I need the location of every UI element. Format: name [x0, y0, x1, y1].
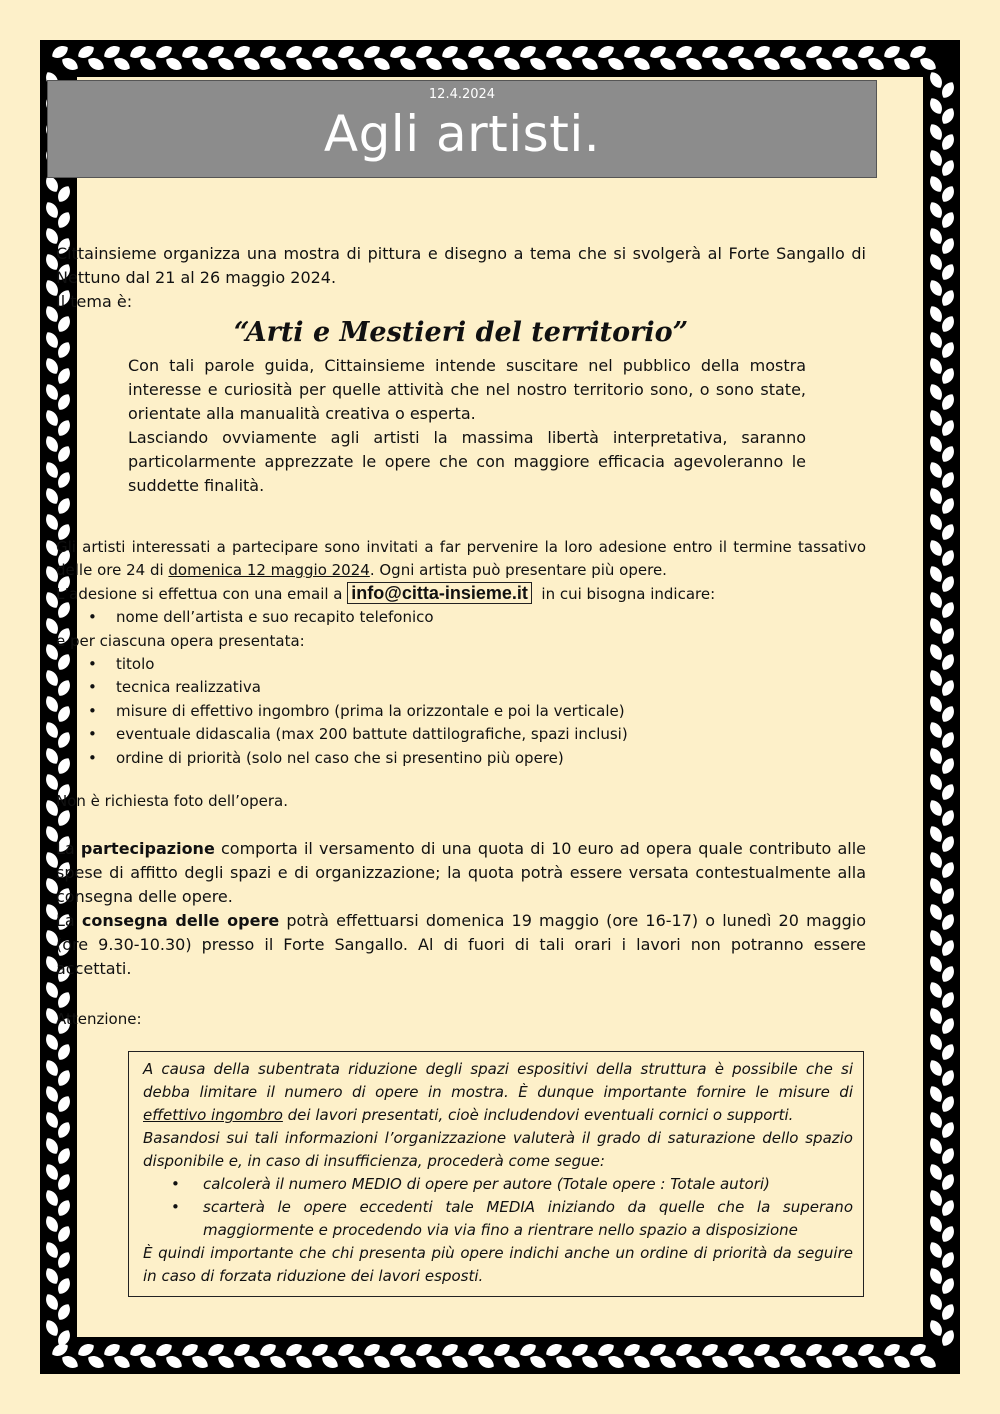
leaf-icon	[320, 55, 341, 73]
leaf-icon	[138, 1353, 159, 1371]
delivery-text	[56, 909, 866, 981]
header-banner	[47, 80, 877, 178]
leaf-icon	[918, 1353, 939, 1371]
leaf-icon	[43, 512, 61, 533]
participation-section	[56, 837, 866, 981]
leaf-icon	[927, 980, 945, 1001]
leaf-icon	[502, 55, 523, 73]
guide-paragraph-1: Con tali parole guida, Cittainsieme intende suscitare nel pubblico della mostra interesse e curiosità per quelle attività che nel nostro territorio sono, o sono state, orientate alla manualità creativa o esperta.	[128, 356, 806, 423]
adhesion-text-b: . Ogni artista può presentare più opere.	[369, 561, 667, 579]
leaf-icon	[580, 1353, 601, 1371]
email-line	[56, 582, 866, 606]
leaf-icon	[43, 1240, 61, 1261]
leaf-icon	[43, 1162, 61, 1183]
leaf-icon	[927, 1136, 945, 1157]
leaf-icon	[580, 55, 601, 73]
leaf-icon	[927, 1032, 945, 1053]
leaf-icon	[86, 1353, 107, 1371]
bullet-icon: •	[88, 678, 97, 696]
leaf-icon	[294, 55, 315, 73]
leaf-icon	[927, 460, 945, 481]
leaf-icon	[927, 1266, 945, 1287]
leaf-icon	[927, 1058, 945, 1079]
leaf-icon	[43, 1058, 61, 1079]
leaf-icon	[927, 174, 945, 195]
leaf-icon	[736, 55, 757, 73]
guide-paragraph-2: Lasciando ovviamente agli artisti la massima libertà interpretativa, saranno particolarmente apprezzate le opere che con maggiore efficacia agevoleranno le suddette finalità.	[128, 428, 806, 495]
leaf-icon	[927, 1318, 945, 1339]
leaf-icon	[43, 1266, 61, 1287]
leaf-icon	[112, 55, 133, 73]
leaf-icon	[43, 1084, 61, 1105]
leaf-icon	[927, 1188, 945, 1209]
leaf-icon	[43, 1110, 61, 1131]
leaf-icon	[927, 1214, 945, 1235]
leaf-icon	[450, 1353, 471, 1371]
leaf-icon	[927, 434, 945, 455]
list-item	[143, 1196, 853, 1242]
leaf-icon	[927, 746, 945, 767]
attention-box	[128, 1051, 864, 1297]
leaf-icon	[892, 55, 913, 73]
artist-list	[56, 606, 866, 630]
leaf-icon	[927, 330, 945, 351]
note-p1-underline: effettivo ingombro	[143, 1106, 283, 1124]
list-item	[56, 676, 866, 700]
leaf-icon	[840, 55, 861, 73]
bullet-icon: •	[88, 701, 97, 720]
leaf-icon	[60, 1353, 81, 1371]
intro-text: Cittainsieme organizza una mostra di pittura e disegno a tema che si svolgerà al Forte Sangallo di Nettuno dal 21 al 26 maggio 2024.	[56, 244, 866, 287]
leaf-icon	[814, 55, 835, 73]
leaf-icon	[476, 55, 497, 73]
leaf-icon	[866, 55, 887, 73]
leaf-icon	[346, 55, 367, 73]
leaf-icon	[528, 55, 549, 73]
leaf-icon	[710, 1353, 731, 1371]
note-paragraph-3: È quindi importante che chi presenta più opere indichi anche un ordine di priorità da seguire in caso di forzata riduzione dei lavori esposti.	[143, 1244, 853, 1285]
attention-label: Attenzione:	[56, 1010, 142, 1028]
leaf-icon	[927, 616, 945, 637]
leaf-icon	[927, 824, 945, 845]
list-item-text: nome dell’artista e suo recapito telefonico	[116, 608, 434, 626]
leaf-icon	[736, 1353, 757, 1371]
leaf-icon	[268, 1353, 289, 1371]
leaf-icon	[43, 200, 61, 221]
leaf-icon	[927, 226, 945, 247]
list-item-text: eventuale didascalia (max 200 battute dattilografiche, spazi inclusi)	[116, 725, 628, 743]
leaf-icon	[927, 1006, 945, 1027]
leaf-icon	[927, 148, 945, 169]
bullet-icon: •	[88, 608, 97, 626]
intro-section	[56, 242, 866, 498]
leaf-icon	[450, 55, 471, 73]
leaf-icon	[927, 382, 945, 403]
leaf-icon	[86, 55, 107, 73]
leaf-icon	[788, 55, 809, 73]
leaf-icon	[814, 1353, 835, 1371]
leaf-icon	[43, 1136, 61, 1157]
list-item-text: scarterà le opere eccedenti tale MEDIA iniziando da quelle che la superano maggiormente e procedendo via via fino a rientrare nello spazio a disposizione	[203, 1198, 853, 1239]
header-date: 12.4.2024	[428, 87, 496, 102]
participation-pre: La	[56, 839, 81, 858]
leaf-icon	[164, 55, 185, 73]
delivery-pre: La	[56, 911, 82, 930]
note-list	[143, 1173, 853, 1242]
list-item	[56, 747, 866, 771]
leaf-icon	[710, 55, 731, 73]
note-p1-b: dei lavori presentati, cioè includendovi eventuali cornici o supporti.	[282, 1106, 794, 1124]
delivery-body: potrà effettuarsi domenica 19 maggio (ore 16-17) o lunedì 20 maggio (ore 9.30-10.30) presso il Forte Sangallo. Al di fuori di tali orari i lavori non potranno essere accettati.	[56, 911, 867, 978]
list-item	[56, 606, 866, 630]
delivery-bold: consegna delle opere	[81, 911, 280, 930]
leaf-icon	[606, 1353, 627, 1371]
leaf-icon	[927, 954, 945, 975]
leaf-icon	[112, 1353, 133, 1371]
leaf-icon	[216, 55, 237, 73]
theme-title: “Arti e Mestieri del territorio”	[233, 317, 689, 348]
leaf-icon	[927, 356, 945, 377]
bullet-icon: •	[171, 1198, 180, 1216]
leaf-icon	[927, 1240, 945, 1261]
deadline: domenica 12 maggio 2024	[168, 561, 370, 579]
leaf-icon	[658, 55, 679, 73]
leaf-icon	[892, 1353, 913, 1371]
leaf-icon	[398, 1353, 419, 1371]
note-paragraph-1	[143, 1058, 853, 1127]
leaf-icon	[554, 55, 575, 73]
page-title: Agli artisti.	[323, 105, 601, 163]
adhesion-text	[56, 536, 866, 582]
leaf-icon	[927, 668, 945, 689]
leaf-icon	[927, 590, 945, 611]
leaf-icon	[632, 1353, 653, 1371]
leaf-icon	[918, 55, 939, 73]
leaf-icon	[927, 564, 945, 585]
bullet-icon: •	[88, 725, 97, 743]
leaf-icon	[866, 1353, 887, 1371]
leaf-icon	[476, 1353, 497, 1371]
work-list	[56, 653, 866, 771]
leaf-icon	[927, 408, 945, 429]
leaf-icon	[927, 928, 945, 949]
bullet-icon: •	[88, 748, 97, 767]
participation-body: comporta il versamento di una quota di 10 euro ad opera quale contributo alle spese di affitto degli spazi e di organizzazione; la quota potrà essere versata contestualmente alla consegna delle opere.	[56, 839, 866, 906]
no-photo-note	[56, 790, 866, 813]
leaf-icon	[502, 1353, 523, 1371]
attention-label-wrap	[56, 1008, 866, 1031]
participation-bold: partecipazione	[80, 839, 215, 858]
email-pre: L’adesione si effettua con una email a	[56, 585, 348, 603]
leaf-icon	[632, 55, 653, 73]
leaf-icon	[684, 1353, 705, 1371]
note-p1-a: A causa della subentrata riduzione degli spazi espositivi della struttura è possibile che si debba limitare il numero di opere in mostra. È dunque importante fornire le misure di	[143, 1060, 853, 1101]
leaf-icon	[840, 1353, 861, 1371]
leaf-icon	[43, 1188, 61, 1209]
email-link[interactable]: info@citta-insieme.it	[347, 582, 532, 604]
leaf-icon	[927, 720, 945, 741]
leaf-icon	[424, 55, 445, 73]
list-item	[56, 723, 866, 747]
leaf-icon	[658, 1353, 679, 1371]
leaf-icon	[346, 1353, 367, 1371]
list-item	[56, 700, 866, 724]
leaf-icon	[528, 1353, 549, 1371]
leaf-icon	[927, 1292, 945, 1313]
leaf-icon	[268, 55, 289, 73]
list-item-text: misure di effettivo ingombro (prima la orizzontale e poi la verticale)	[116, 701, 625, 720]
bullet-icon: •	[171, 1175, 180, 1193]
leaf-icon	[927, 538, 945, 559]
leaf-icon	[927, 876, 945, 897]
leaf-icon	[242, 55, 263, 73]
participation-text	[56, 837, 866, 909]
per-work-label: e per ciascuna opera presentata:	[56, 631, 305, 650]
leaf-icon	[927, 850, 945, 871]
adhesion-section	[56, 536, 866, 770]
list-item	[56, 653, 866, 677]
leaf-icon	[242, 1353, 263, 1371]
no-photo-text: Non è richiesta foto dell’opera.	[56, 792, 289, 810]
leaf-icon	[554, 1353, 575, 1371]
leaf-icon	[684, 55, 705, 73]
leaf-icon	[372, 1353, 393, 1371]
leaf-icon	[927, 70, 945, 91]
leaf-icon	[927, 694, 945, 715]
leaf-icon	[190, 55, 211, 73]
leaf-icon	[788, 1353, 809, 1371]
leaf-icon	[762, 1353, 783, 1371]
list-item-text: ordine di priorità (solo nel caso che si presentino più opere)	[116, 748, 564, 767]
leaf-icon	[43, 1318, 61, 1339]
leaf-icon	[927, 1084, 945, 1105]
note-paragraph-2: Basandosi sui tali informazioni l’organizzazione valuterà il grado di saturazione dello spazio disponibile e, in caso di insufficienza, procederà come segue:	[143, 1129, 853, 1170]
leaf-icon	[60, 55, 81, 73]
list-item	[143, 1173, 853, 1196]
adhesion-text-a: Gli artisti interessati a partecipare sono invitati a far pervenire la loro adesione entro il termine tassativo delle ore 24 di	[56, 538, 866, 579]
leaf-icon	[927, 902, 945, 923]
leaf-icon	[927, 96, 945, 117]
bullet-icon: •	[88, 654, 97, 673]
leaf-icon	[927, 512, 945, 533]
list-item-text: calcolerà il numero MEDIO di opere per autore (Totale opere : Totale autori)	[203, 1175, 770, 1193]
leaf-icon	[164, 1353, 185, 1371]
leaf-icon	[138, 55, 159, 73]
leaf-icon	[320, 1353, 341, 1371]
leaf-icon	[190, 1353, 211, 1371]
leaf-icon	[43, 1292, 61, 1313]
leaf-icon	[372, 55, 393, 73]
leaf-icon	[927, 486, 945, 507]
leaf-icon	[927, 278, 945, 299]
list-item-text: titolo	[116, 654, 155, 673]
leaf-icon	[43, 1032, 61, 1053]
leaf-icon	[398, 55, 419, 73]
leaf-icon	[927, 200, 945, 221]
leaf-icon	[927, 798, 945, 819]
leaf-icon	[424, 1353, 445, 1371]
theme-label: Il tema è:	[56, 292, 133, 311]
leaf-icon	[216, 1353, 237, 1371]
leaf-icon	[43, 1214, 61, 1235]
leaf-icon	[43, 980, 61, 1001]
leaf-icon	[927, 304, 945, 325]
leaf-icon	[927, 772, 945, 793]
leaf-icon	[606, 55, 627, 73]
list-item-text: tecnica realizzativa	[116, 678, 261, 696]
leaf-icon	[927, 252, 945, 273]
leaf-icon	[927, 122, 945, 143]
leaf-icon	[927, 1110, 945, 1131]
leaf-icon	[927, 1162, 945, 1183]
leaf-icon	[927, 642, 945, 663]
leaf-icon	[762, 55, 783, 73]
leaf-icon	[294, 1353, 315, 1371]
email-post: in cui bisogna indicare:	[541, 585, 716, 603]
